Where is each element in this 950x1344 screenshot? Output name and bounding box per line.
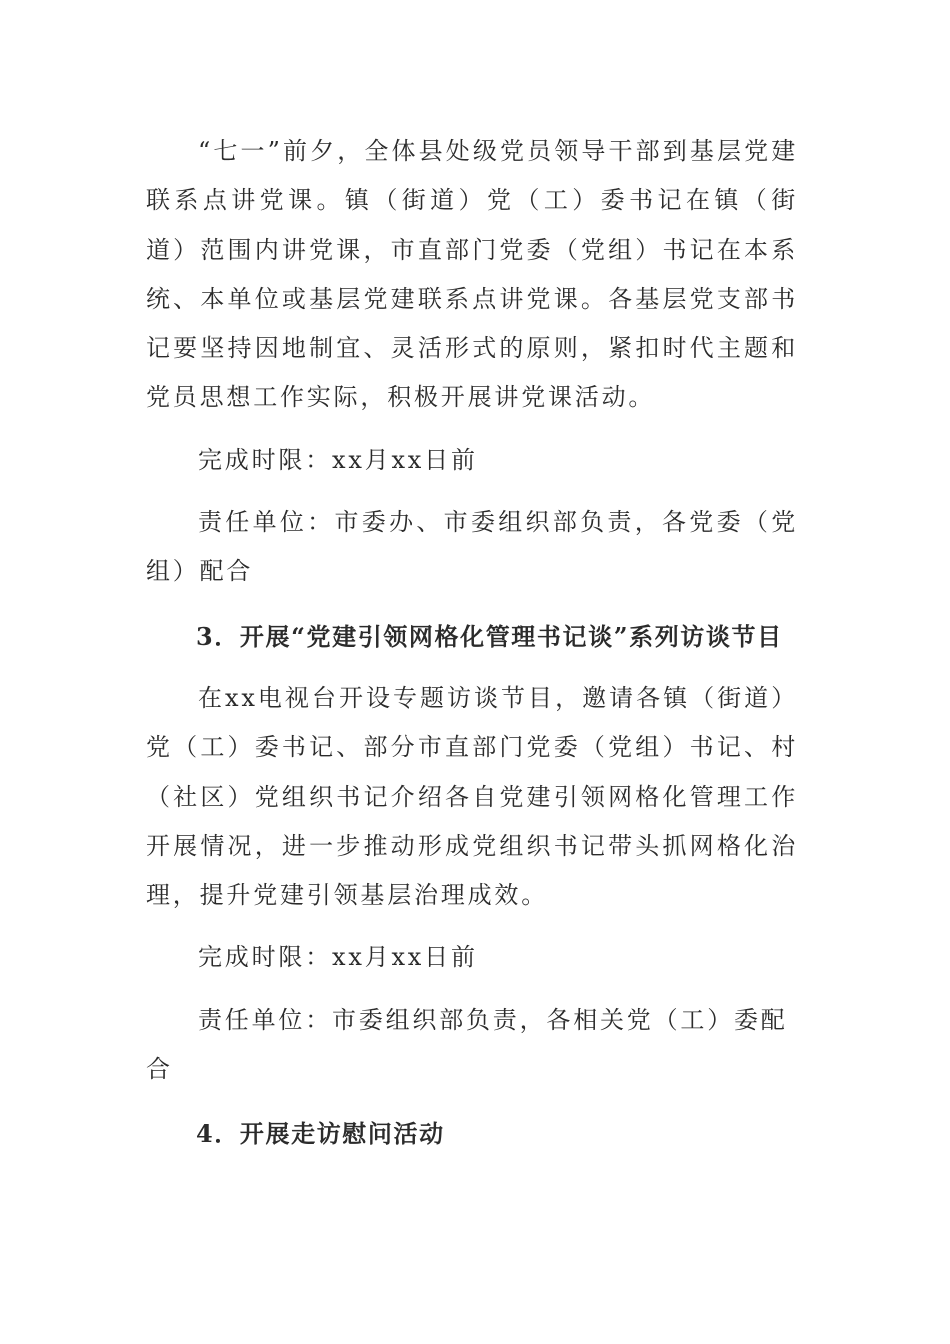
document-body xyxy=(146,127,798,1159)
section-prev-responsible: 责任单位：市委办、市委组织部负责，各党委（党组）配合 xyxy=(146,508,798,586)
section-3-responsible: 责任单位：市委组织部负责，各相关党（工）委配合 xyxy=(146,1005,788,1084)
section-3-heading: 3．开展“党建引领网格化管理书记谈”系列访谈节目 xyxy=(196,621,783,651)
section-3-deadline: 完成时限：xx月xx日前 xyxy=(198,943,478,972)
section-3-paragraph: 在xx电视台开设专题访谈节目，邀请各镇（街道）党（工）委书记、部分市直部门党委（党组）书记、村（社区）党组织书记介绍各自党建引领网格化管理工作开展情况，进一步推动形成党组织书记带头抓网格化治理，提升党建引领基层治理成效。 xyxy=(146,683,798,910)
section-prev-deadline: 完成时限：xx月xx日前 xyxy=(198,445,478,474)
section-prev-paragraph: “七一”前夕，全体县处级党员领导干部到基层党建联系点讲党课。镇（街道）党（工）委书记在镇（街道）范围内讲党课，市直部门党委（党组）书记在本系统、本单位或基层党建联系点讲党课。各基层党支部书记要坚持因地制宜、灵活形式的原则，紧扣时代主题和党员思想工作实际，积极开展讲党课活动。 xyxy=(146,137,798,412)
section-4-heading: 4．开展走访慰问活动 xyxy=(196,1119,445,1149)
